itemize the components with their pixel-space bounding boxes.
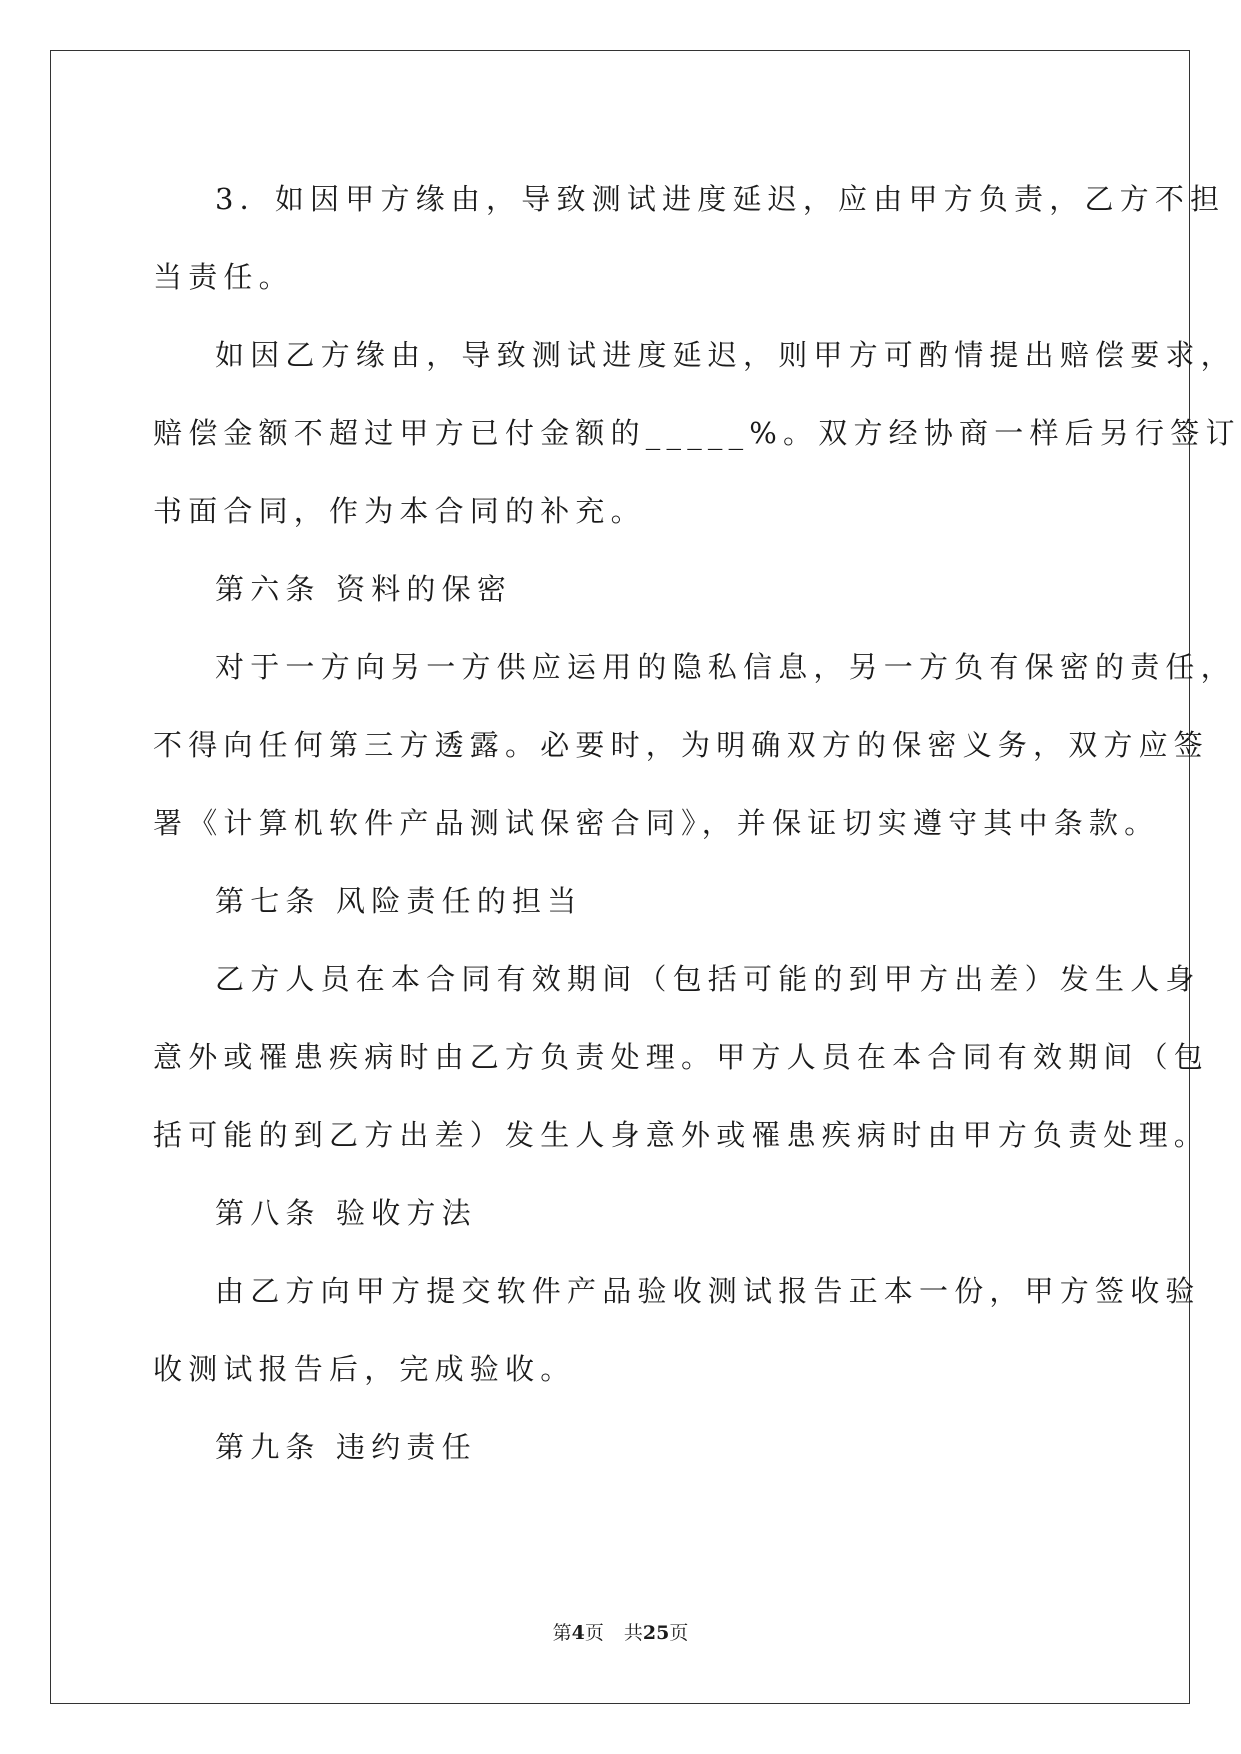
page-number: 4 (571, 1622, 585, 1644)
page-footer (0, 1618, 1241, 1645)
text-line: 3．如因甲方缘由，导致测试进度延迟，应由甲方负责，乙方不担 (215, 182, 1226, 216)
document-body (153, 160, 1241, 1486)
text-line: 不得向任何第三方透露。必要时，为明确双方的保密义务，双方应签 (153, 728, 1210, 762)
text-line: 括可能的到乙方出差）发生人身意外或罹患疾病时由甲方负责处理。 (153, 1118, 1210, 1152)
section-heading: 第六条 资料的保密 (215, 572, 513, 606)
page-label-prefix: 第 (552, 1622, 572, 1644)
total-label-suffix: 页 (669, 1622, 689, 1644)
total-pages: 25 (642, 1622, 670, 1644)
section-heading: 第七条 风险责任的担当 (215, 884, 583, 918)
text-line: 收测试报告后，完成验收。 (153, 1352, 576, 1386)
text-line: 意外或罹患疾病时由乙方负责处理。甲方人员在本合同有效期间（包 (153, 1040, 1210, 1074)
total-label-prefix: 共 (623, 1622, 643, 1644)
text-line: 当责任。 (153, 260, 294, 294)
text-line: 书面合同，作为本合同的补充。 (153, 494, 646, 528)
text-line: 对于一方向另一方供应运用的隐私信息，另一方负有保密的责任， (215, 650, 1236, 684)
text-line: 由乙方向甲方提交软件产品验收测试报告正本一份，甲方签收验 (215, 1274, 1201, 1308)
text-line: 署《计算机软件产品测试保密合同》，并保证切实遵守其中条款。 (153, 806, 1160, 840)
text-line: 如因乙方缘由，导致测试进度延迟，则甲方可酌情提出赔偿要求， (215, 338, 1236, 372)
text-line: 赔偿金额不超过甲方已付金额的_____%。双方经协商一样后另行签订 (153, 416, 1241, 450)
section-heading: 第九条 违约责任 (215, 1430, 477, 1464)
page-label-suffix: 页 (584, 1622, 604, 1644)
text-line: 乙方人员在本合同有效期间（包括可能的到甲方出差）发生人身 (215, 962, 1201, 996)
section-heading: 第八条 验收方法 (215, 1196, 477, 1230)
